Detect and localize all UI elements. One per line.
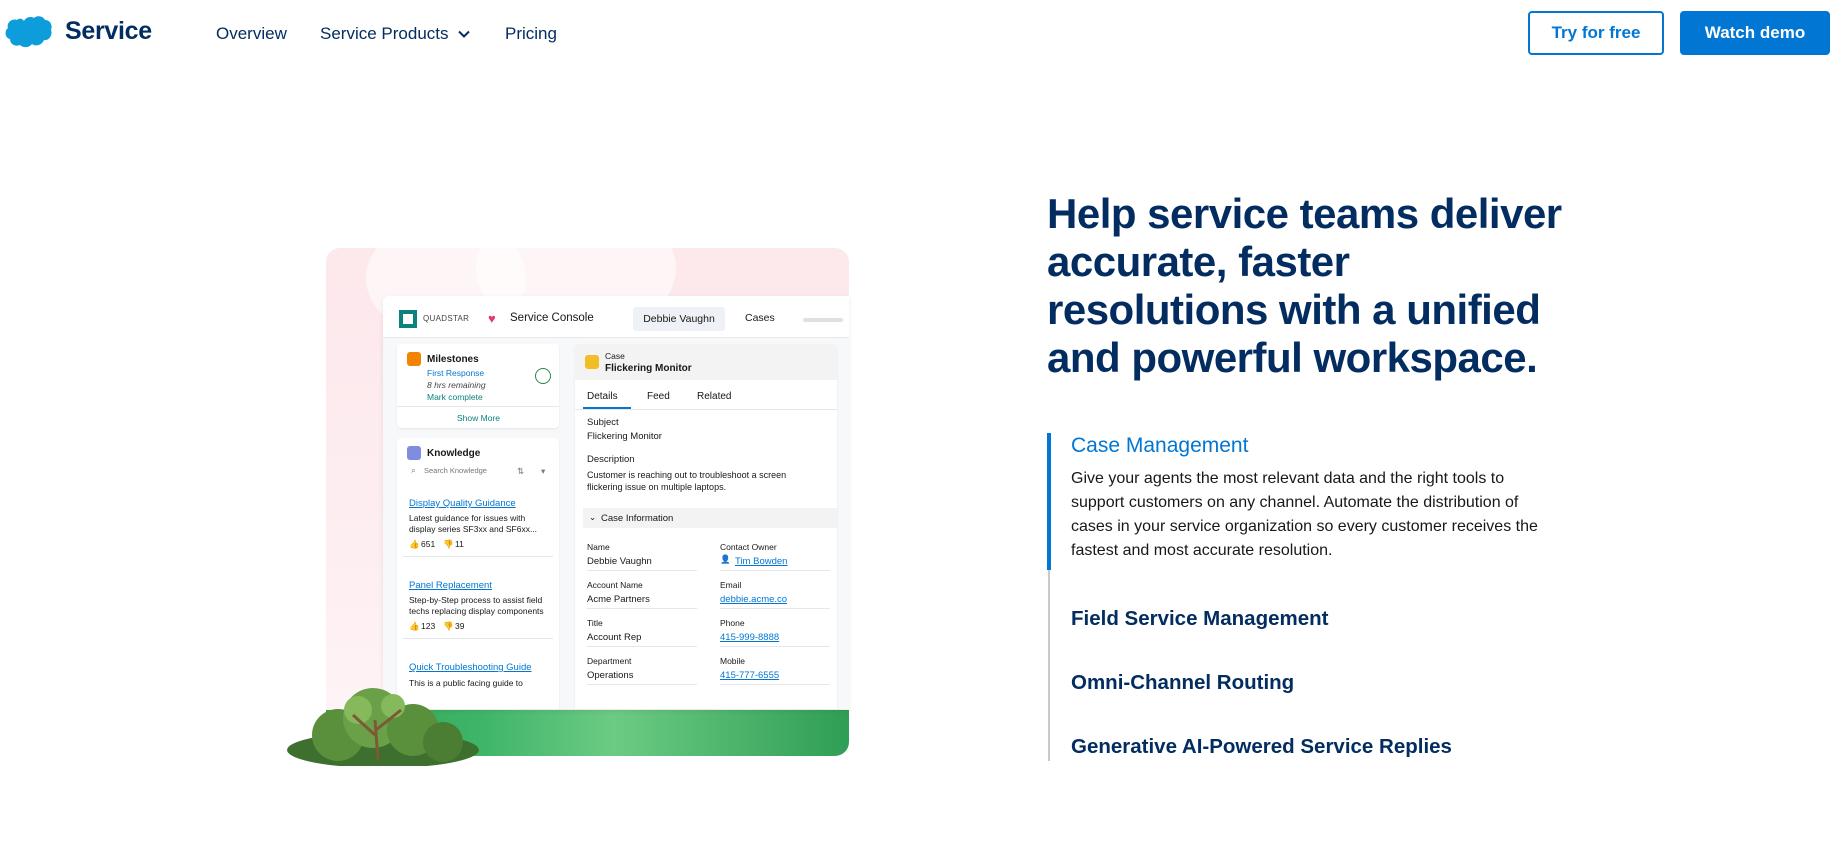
divider bbox=[397, 406, 559, 407]
divider bbox=[720, 646, 830, 647]
divider bbox=[720, 570, 830, 571]
tab-related: Related bbox=[697, 391, 732, 402]
field-value-link: Tim Bowden bbox=[735, 556, 788, 567]
milestone-item: First Response bbox=[427, 368, 485, 378]
description-label: Description bbox=[587, 454, 635, 465]
nav-link-overview[interactable]: Overview bbox=[216, 24, 287, 43]
article-line: techs replacing display components bbox=[409, 606, 544, 616]
field-value: Operations bbox=[587, 670, 634, 681]
milestone-status-icon bbox=[535, 368, 551, 384]
milestones-card bbox=[397, 344, 559, 428]
divider bbox=[720, 608, 830, 609]
tab-placeholder bbox=[803, 318, 843, 322]
description-line: Customer is reaching out to troubleshoot a screen bbox=[587, 470, 787, 480]
case-name: Flickering Monitor bbox=[605, 363, 692, 374]
knowledge-title: Knowledge bbox=[427, 448, 481, 459]
divider bbox=[720, 684, 830, 685]
subject-value: Flickering Monitor bbox=[587, 431, 662, 442]
field-label: Phone bbox=[720, 618, 745, 628]
article-title: Quick Troubleshooting Guide bbox=[409, 662, 532, 673]
field-label: Name bbox=[587, 542, 610, 552]
knowledge-card bbox=[397, 438, 559, 709]
feature-case-management[interactable]: Case Management bbox=[1071, 434, 1249, 457]
nav-link-service-products-label: Service Products bbox=[320, 24, 449, 43]
case-label: Case bbox=[605, 351, 625, 361]
article-line: Latest guidance for issues with bbox=[409, 513, 526, 523]
salesforce-cloud-logo-icon[interactable] bbox=[4, 15, 52, 49]
field-label: Email bbox=[720, 580, 742, 590]
field-value-link: debbie.acme.co bbox=[720, 594, 788, 605]
feature-field-service-management[interactable]: Field Service Management bbox=[1071, 607, 1329, 630]
article-line: This is a public facing guide to bbox=[409, 678, 523, 688]
dropdown-icon: ▾ bbox=[541, 466, 546, 476]
case-header bbox=[575, 344, 837, 380]
watch-demo-button[interactable]: Watch demo bbox=[1680, 11, 1830, 55]
quadstar-brand: QUADSTAR bbox=[423, 314, 470, 323]
console-header bbox=[383, 296, 849, 338]
field-value: Account Rep bbox=[587, 632, 642, 643]
bush-illustration bbox=[283, 680, 488, 766]
article-title: Panel Replacement bbox=[409, 580, 492, 591]
sort-icon: ⇅ bbox=[517, 466, 525, 476]
description-line: flickering issue on multiple laptops. bbox=[587, 482, 727, 492]
article-line: display series SF3xx and SF6xx... bbox=[409, 524, 538, 534]
nav-link-service-products[interactable] bbox=[320, 24, 471, 44]
app-name: Service Console bbox=[510, 312, 594, 324]
thumbs-down-icon: 👎 bbox=[443, 539, 454, 549]
feature-omni-channel-routing[interactable]: Omni-Channel Routing bbox=[1071, 671, 1295, 694]
divider bbox=[587, 570, 697, 571]
tab-feed: Feed bbox=[647, 391, 670, 402]
milestones-title: Milestones bbox=[427, 354, 479, 365]
hero-headline: Help service teams deliver accurate, faster resolutions with a unified and powerful workspace. bbox=[1047, 190, 1562, 381]
divider bbox=[403, 556, 553, 557]
mark-complete-link: Mark complete bbox=[427, 392, 483, 402]
search-icon: ⌕ bbox=[411, 465, 416, 475]
chevron-down-icon bbox=[457, 27, 471, 41]
divider bbox=[587, 608, 697, 609]
milestone-remaining: 8 hrs remaining bbox=[427, 380, 486, 390]
try-for-free-button[interactable]: Try for free bbox=[1528, 11, 1664, 55]
case-record-card bbox=[575, 344, 837, 709]
article-likes: 123 bbox=[421, 621, 436, 631]
divider bbox=[403, 638, 553, 639]
divider bbox=[587, 684, 697, 685]
top-nav bbox=[0, 0, 1847, 68]
feature-generative-ai-service-replies[interactable]: Generative AI-Powered Service Replies bbox=[1071, 735, 1452, 758]
show-more-link: Show More bbox=[457, 413, 500, 423]
field-label: Department bbox=[587, 656, 632, 666]
feature-active-indicator bbox=[1047, 433, 1051, 570]
article-dislikes: 39 bbox=[455, 621, 465, 631]
subject-label: Subject bbox=[587, 417, 619, 428]
brand-name[interactable]: Service bbox=[65, 17, 152, 45]
field-value-link: 415-999-8888 bbox=[720, 632, 780, 643]
field-value: Debbie Vaughn bbox=[587, 556, 652, 567]
divider bbox=[575, 409, 837, 410]
case-icon bbox=[585, 355, 599, 369]
thumbs-down-icon: 👎 bbox=[443, 621, 454, 631]
service-console-mockup bbox=[383, 296, 849, 709]
article-dislikes: 11 bbox=[455, 539, 464, 549]
chevron-down-icon: ⌄ bbox=[589, 512, 597, 522]
field-label: Title bbox=[587, 618, 603, 628]
divider bbox=[587, 646, 697, 647]
field-value-link: 415-777-6555 bbox=[720, 670, 780, 681]
article-line: Step-by-Step process to assist field bbox=[409, 595, 543, 605]
field-label: Mobile bbox=[720, 656, 746, 666]
knowledge-icon bbox=[407, 446, 421, 460]
tab-details: Details bbox=[587, 391, 618, 402]
field-label: Account Name bbox=[587, 580, 643, 590]
field-value: Acme Partners bbox=[587, 594, 650, 605]
feature-description: Give your agents the most relevant data and the right tools to support customers on any channel. Automate the distribution of cases in your service organization so every customer receives the fastest and most accurate resolution. bbox=[1071, 470, 1538, 559]
section-title: Case Information bbox=[601, 513, 674, 524]
thumbs-up-icon: 👍 bbox=[409, 539, 420, 549]
field-label: Contact Owner bbox=[720, 542, 777, 552]
tab-cases: Cases bbox=[745, 312, 775, 324]
thumbs-up-icon: 👍 bbox=[409, 621, 420, 631]
nav-link-pricing[interactable]: Pricing bbox=[505, 24, 557, 43]
tab-debbie-vaughn: Debbie Vaughn bbox=[633, 307, 725, 331]
knowledge-search: Search Knowledge bbox=[424, 466, 487, 475]
heart-icon: ♥ bbox=[488, 311, 496, 326]
article-title: Display Quality Guidance bbox=[409, 498, 516, 509]
article-likes: 651 bbox=[421, 539, 436, 549]
quadstar-logo-icon bbox=[397, 308, 419, 330]
milestones-icon bbox=[407, 352, 421, 366]
user-avatar-icon: 👤 bbox=[720, 554, 731, 564]
